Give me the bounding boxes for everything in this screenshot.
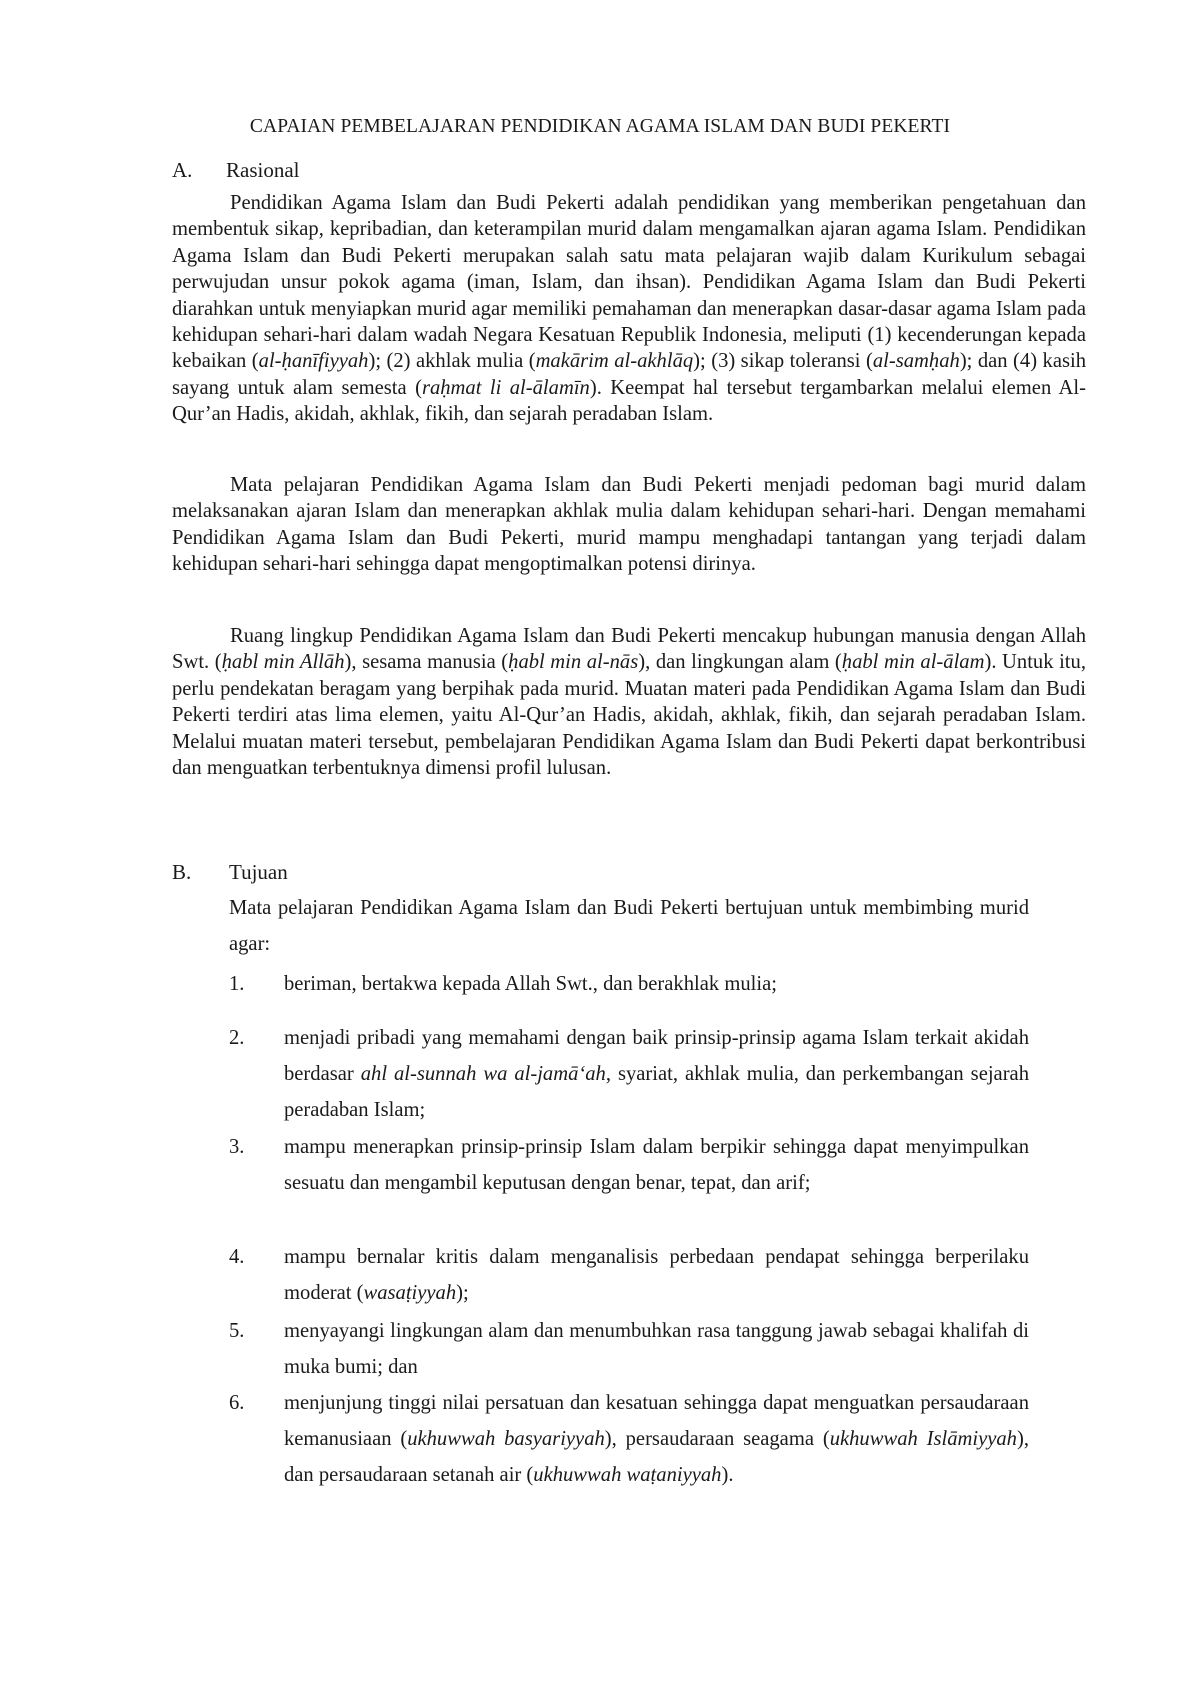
section-a-paragraph-2: Mata pelajaran Pendidikan Agama Islam dan Budi Pekerti menjadi pedoman bagi murid dalam melaksanakan ajaran Islam dan menerapkan akhlak mulia dalam kehidupan sehari-hari. Dengan memahami Pendidikan Agama Islam dan Budi Pekerti, murid mampu menghadapi tantangan yang terjadi dalam kehidupan sehari-hari sehingga dapat mengoptimalkan potensi dirinya. — [172, 474, 1086, 576]
section-a-title: Rasional — [226, 158, 300, 182]
document-page: CAPAIAN PEMBELAJARAN PENDIDIKAN AGAMA ISLAM DAN BUDI PEKERTI A. Rasional Pendidikan Agama Islam dan Budi Pekerti adalah pendidikan yang memberikan pengetahuan dan membentuk sikap, kepribadian, dan keterampilan murid dalam mengamalkan ajaran agama Islam. Pendidikan Agama Islam dan Budi Pekerti merupakan salah satu mata pelajaran wajib dalam Kurikulum sebagai perwujudan unsur pokok agama (iman, Islam, dan ihsan). Pendidikan Agama Islam dan Budi Pekerti diarahkan untuk menyiapkan murid agar memiliki pemahaman dan menerapkan dasar-dasar agama Islam pada kehidupan sehari-hari dalam wadah Negara Kesatuan Republik Indonesia, meliputi (1) kecenderungan kepada kebaikan (al-ḥanīfiyyah); (2) akhlak mulia (makārim al-akhlāq); (3) sikap toleransi (al-samḥah); dan (4) kasih sayang untuk alam semesta (raḥmat li al-ālamīn). Keempat hal tersebut tergambarkan melalui elemen Al-Qur’an Hadis, akidah, akhlak, fikih, dan sejarah peradaban Islam. Mata pelajaran Pendidikan Agama Islam dan Budi Pekerti menjadi pedoman bagi murid dalam melaksanakan ajaran Islam dan menerapkan akhlak mulia dalam kehidupan sehari-hari. Dengan memahami Pendidikan Agama Islam dan Budi Pekerti, murid mampu menghadapi tantangan yang terjadi dalam kehidupan sehari-hari sehingga dapat mengoptimalkan potensi dirinya. Ruang lingkup Pendidikan Agama Islam dan Budi Pekerti mencakup hubungan manusia dengan Allah Swt. (ḥabl min Allāh), sesama manusia (ḥabl min al-nās), dan lingkungan alam (ḥabl min al-ālam). Untuk itu, perlu pendekatan beragam yang berpihak pada murid. Muatan materi pada Pendidikan Agama Islam dan Budi Pekerti terdiri atas lima elemen, yaitu Al-Qur’an Hadis, akidah, akhlak, fikih, dan sejarah peradaban Islam. Melalui muatan materi tersebut, pembelajaran Pendidikan Agama Islam dan Budi Pekerti dapat berkontribusi dan menguatkan terbentuknya dimensi profil lulusan. B. Tujuan Mata pelajaran Pendidikan Agama Islam dan Budi Pekerti bertujuan untuk membimbing murid agar: 1. beriman, bertakwa kepada Allah Swt., dan berakhlak mulia; 2. menjadi pribadi yang memahami dengan baik prinsip-prinsip agama Islam terkait akidah berdasar ahl al-sunnah wa al-jamā‘ah, syariat, akhlak mulia, dan perkembangan sejarah peradaban Islam; 3. mampu menerapkan prinsip-prinsip Islam dalam berpikir sehingga dapat menyimpulkan sesuatu dan mengambil keputusan dengan benar, tepat, dan arif; 4. mampu bernalar kritis dalam menganalisis perbedaan pendapat sehingga berperilaku moderat (wasaṭiyyah); 5. menyayangi lingkungan alam dan menumbuhkan rasa tanggung jawab sebagai khalifah di muka bumi; dan 6. menjunjung tinggi nilai persatuan dan kesatuan sehingga dapat menguatkan persaudaraan kemanusiaan (ukhuwwah basyariyyah), persaudaraan seagama (ukhuwwah Islāmiyyah), dan persaudaraan setanah air (ukhuwwah waṭaniyyah). — [0, 0, 1200, 1696]
document-title: CAPAIAN PEMBELAJARAN PENDIDIKAN AGAMA ISLAM DAN BUDI PEKERTI — [249, 116, 951, 137]
section-a-label: A. — [172, 158, 193, 182]
section-b-intro: Mata pelajaran Pendidikan Agama Islam dan Budi Pekerti bertujuan untuk membimbing murid agar: — [229, 897, 1029, 955]
section-b-label: B. — [172, 860, 192, 884]
section-b-title: Tujuan — [229, 860, 288, 884]
section-a-paragraph-1: Pendidikan Agama Islam dan Budi Pekerti adalah pendidikan yang memberikan pengetahuan dan membentuk sikap, kepribadian, dan keterampilan murid dalam mengamalkan ajaran agama Islam. Pendidikan Agama Islam dan Budi Pekerti merupakan salah satu mata pelajaran wajib dalam Kurikulum sebagai perwujudan unsur pokok agama (iman, Islam, dan ihsan). Pendidikan Agama Islam dan Budi Pekerti diarahkan untuk menyiapkan murid agar memiliki pemahaman dan menerapkan dasar-dasar agama Islam pada kehidupan sehari-hari dalam wadah Negara Kesatuan Republik Indonesia, meliputi (1) kecenderungan kepada kebaikan (al-ḥanīfiyyah); (2) akhlak mulia (makārim al-akhlāq); (3) sikap toleransi (al-samḥah); dan (4) kasih sayang untuk alam semesta (raḥmat li al-ālamīn). Keempat hal tersebut tergambarkan melalui elemen Al-Qur’an Hadis, akidah, akhlak, fikih, dan sejarah peradaban Islam. — [172, 192, 1087, 426]
section-a-paragraph-3: Ruang lingkup Pendidikan Agama Islam dan Budi Pekerti mencakup hubungan manusia dengan Allah Swt. (ḥabl min Allāh), sesama manusia (ḥabl min al-nās), dan lingkungan alam (ḥabl min al-ālam). Untuk itu, perlu pendekatan beragam yang berpihak pada murid. Muatan materi pada Pendidikan Agama Islam dan Budi Pekerti terdiri atas lima elemen, yaitu Al-Qur’an Hadis, akidah, akhlak, fikih, dan sejarah peradaban Islam. Melalui muatan materi tersebut, pembelajaran Pendidikan Agama Islam dan Budi Pekerti dapat berkontribusi dan menguatkan terbentuknya dimensi profil lulusan. — [172, 625, 1086, 780]
